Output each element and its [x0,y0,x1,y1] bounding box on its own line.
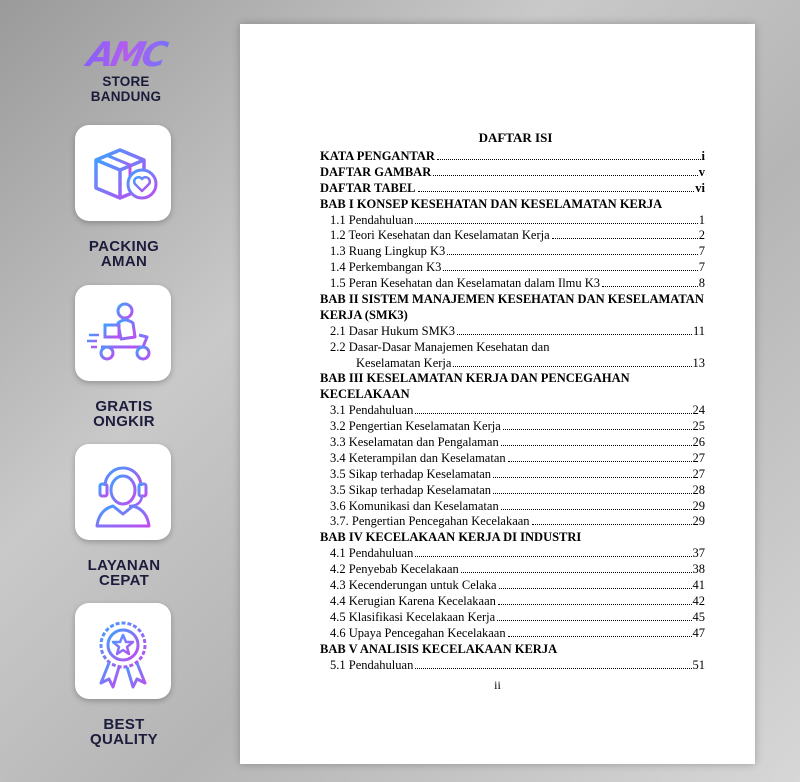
toc-row: 3.2 Pengertian Keselamatan Kerja 25 [330,419,705,434]
table-of-contents [320,130,705,673]
toc-row: 3.4 Keterampilan dan Keselamatan 27 [330,450,705,465]
feature-free-shipping [75,285,173,429]
feature-badge [75,285,171,381]
delivery-scooter-icon [85,295,161,371]
feature-best-quality [75,603,173,747]
package-heart-icon [86,136,160,210]
toc-row: 3.3 Keselamatan dan Pengalaman 26 [330,435,705,450]
toc-row: 3.7. Pengertian Pencegahan Kecelakaan 29 [330,514,705,529]
chapter-heading: BAB V ANALISIS KECELAKAAN KERJA [320,641,558,656]
toc-row: 3.6 Komunikasi dan Keselamatan 29 [330,498,705,513]
toc-row-wrapped: 2.2 Dasar-Dasar Manajemen Kesehatan dan [330,339,550,354]
document-page [240,24,755,764]
customer-service-icon [85,454,161,530]
toc-row: 1.3 Ruang Lingkup K3 7 [330,244,705,259]
toc-row: 1.2 Teori Kesehatan dan Keselamatan Kerja 2 [330,228,705,243]
chapter-heading: BAB I KONSEP KESEHATAN DAN KESELAMATAN KERJA [320,196,663,211]
toc-row: 2.1 Dasar Hukum SMK3 11 [330,323,705,338]
toc-title: DAFTAR ISI [478,130,553,145]
toc-row: 4.6 Upaya Pencegahan Kecelakaan 47 [330,625,705,640]
toc-row: 4.3 Kecenderungan untuk Celaka 41 [330,578,705,593]
feature-label: BEST QUALITY [90,716,158,748]
chapter-heading: BAB III KESELAMATAN KERJA DAN PENCEGAHAN [320,371,630,386]
toc-row: Keselamatan Kerja 13 [356,355,705,370]
feature-packing [75,125,173,269]
toc-row: 4.4 Kerugian Karena Kecelakaan 42 [330,593,705,608]
toc-row: 3.5 Sikap terhadap Keselamatan 27 [330,466,705,481]
logo-subtitle: STORE BANDUNG [90,74,162,104]
chapter-heading-cont: KERJA (SMK3) [320,307,408,322]
chapter-heading: BAB II SISTEM MANAJEMEN KESEHATAN DAN KESELAMATAN [320,292,704,307]
feature-label: PACKING AMAN [88,238,160,270]
toc-row: 5.1 Pendahuluan 51 [330,657,705,672]
toc-row: DAFTAR TABEL vi [320,180,705,195]
toc-row: 4.1 Pendahuluan 37 [330,546,705,561]
feature-badge [75,603,171,699]
toc-row: 3.1 Pendahuluan 24 [330,403,705,418]
toc-row: 4.5 Klasifikasi Kecelakaan Kerja 45 [330,609,705,624]
toc-row: 1.4 Perkembangan K3 7 [330,260,705,275]
quality-badge-icon [85,613,161,689]
feature-label: LAYANAN CEPAT [87,557,161,589]
feature-label: GRATIS ONGKIR [93,398,155,430]
logo-mark: AMC [62,38,189,72]
store-logo [66,35,186,104]
feature-badge [75,125,171,221]
toc-row: 1.5 Peran Kesehatan dan Keselamatan dalam Ilmu K3 8 [330,276,705,291]
toc-row: KATA PENGANTAR i [320,149,705,163]
toc-row: 3.5 Sikap terhadap Keselamatan 28 [330,482,705,497]
toc-row: 1.1 Pendahuluan 1 [330,212,705,227]
chapter-heading-cont: KECELAKAAN [320,387,410,402]
promo-sidebar [0,0,240,782]
feature-badge [75,444,171,540]
toc-row: DAFTAR GAMBAR v [320,164,705,179]
page-number: ii [494,678,501,692]
chapter-heading: BAB IV KECELAKAAN KERJA DI INDUSTRI [320,530,582,545]
feature-fast-service [75,444,173,588]
toc-row: 4.2 Penyebab Kecelakaan 38 [330,562,705,577]
